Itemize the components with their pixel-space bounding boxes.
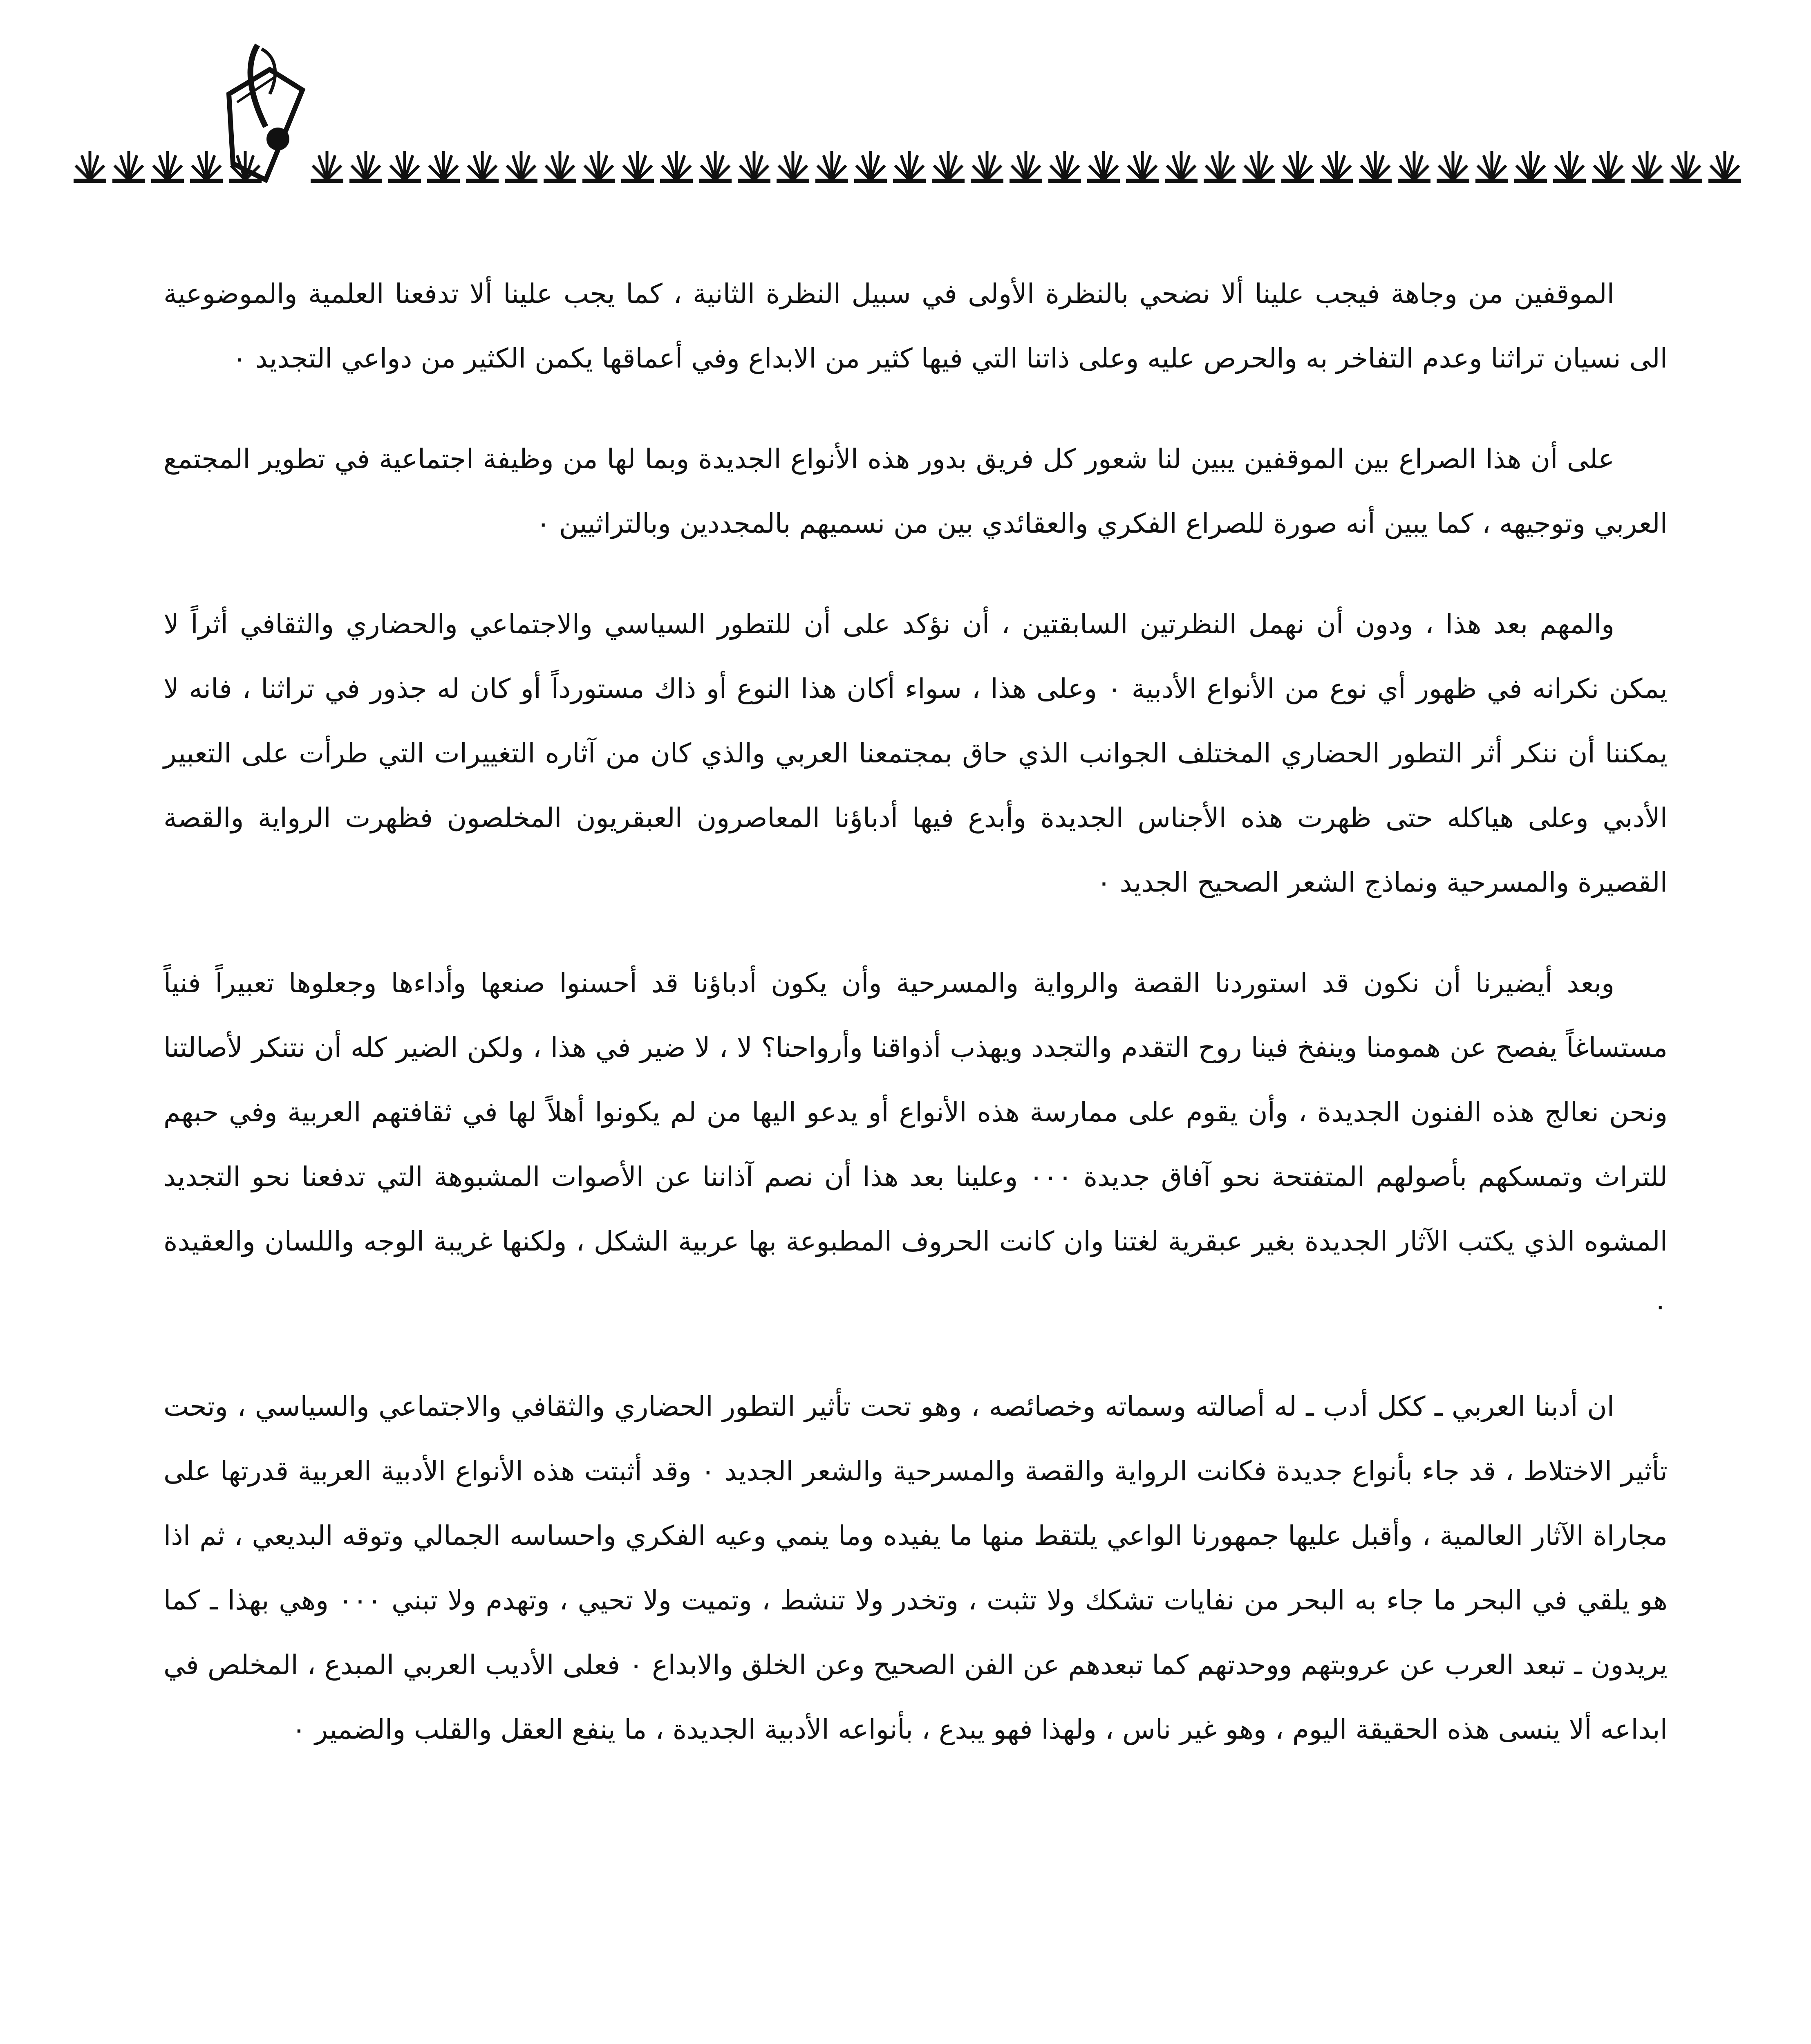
paragraph: وبعد أيضيرنا أن نكون قد استوردنا القصة والرواية والمسرحية وأن يكون أدباؤنا قد أحسنوا صنعها وأداءها وجعلوها تعبيراً فنياً مستساغاً يفصح عن همومنا وينفخ فينا روح التقدم والتجدد ويهذب أذواقنا وأرواحنا؟ لا ، لا ضير في هذا ، ولكن الضير كله أن نتنكر لأصالتنا ونحن نعالج هذه الفنون الجديدة ، وأن يقوم على ممارسة هذه الأنواع أو يدعو اليها من لم يكونوا أهلاً لها في ثقافتهم العربية وفي حبهم للتراث وتمسكهم بأصولهم المتفتحة نحو آفاق جديدة ٠٠٠ وعلينا بعد هذا أن نصم آذاننا عن الأصوات المشبوهة التي تدفعنا نحو التجديد المشوه الذي يكتب الآثار الجديدة بغير عبقرية لغتنا وان كانت الحروف المطبوعة بها عربية الشكل ، ولكنها غريبة الوجه واللسان والعقيدة ٠ bbox=[163, 967, 1668, 1322]
ornamental-border-right bbox=[311, 151, 1741, 181]
header-ornament bbox=[74, 33, 1749, 213]
paragraph: الموقفين من وجاهة فيجب علينا ألا نضحي بالنظرة الأولى في سبيل النظرة الثانية ، كما يجب علينا ألا تدفعنا العلمية والموضوعية الى نسيان تراثنا وعدم التفاخر به والحرص عليه وعلى ذاتنا التي فيها كثير من الابداع وفي أعماقها يكمن الكثير من دواعي التجديد ٠ bbox=[163, 278, 1668, 374]
paragraph: ان أدبنا العربي ـ ككل أدب ـ له أصالته وسماته وخصائصه ، وهو تحت تأثير التطور الحضاري والثقافي والاجتماعي والسياسي ، وتحت تأثير الاختلاط ، قد جاء بأنواع جديدة فكانت الرواية والقصة والمسرحية والشعر الجديد ٠ وقد أثبتت هذه الأنواع الأدبية العربية قدرتها على مجاراة الآثار العالمية ، وأقبل عليها جمهورنا الواعي يلتقط منها ما يفيده وما ينمي وعيه الفكري واحساسه الجمالي وتوقه البديعي ، ثم اذا هو يلقي في البحر ما جاء به البحر من نفايات تشكك ولا تثبت ، وتخدر ولا تنشط ، وتميت ولا تحيي ، وتهدم ولا تبني ٠٠٠ وهي بهذا ـ كما يريدون ـ تبعد العرب عن عروبتهم ووحدتهم كما تبعدهم عن الفن الصحيح وعن الخلق والابداع ٠ فعلى الأديب العربي المبدع ، المخلص في ابداعه ألا ينسى هذه الحقيقة اليوم ، وهو غير ناس ، ولهذا فهو يبدع ، بأنواعه الأدبية الجديدة ، ما ينفع العقل والقلب والضمير ٠ bbox=[163, 1391, 1668, 1745]
article-body bbox=[163, 262, 1668, 1798]
paragraph: على أن هذا الصراع بين الموقفين يبين لنا شعور كل فريق بدور هذه الأنواع الجديدة وبما لها من وظيفة اجتماعية في تطوير المجتمع العربي وتوجيهه ، كما يبين أنه صورة للصراع الفكري والعقائدي بين من نسميهم بالمجددين وبالتراثيين ٠ bbox=[163, 443, 1668, 539]
paragraph: والمهم بعد هذا ، ودون أن نهمل النظرتين السابقتين ، أن نؤكد على أن للتطور السياسي والاجتماعي والحضاري والثقافي أثراً لا يمكن نكرانه في ظهور أي نوع من الأنواع الأدبية ٠ وعلى هذا ، سواء أكان هذا النوع أو ذاك مستورداً أو كان له جذور في تراثنا ، فانه لا يمكننا أن ننكر أثر التطور الحضاري المختلف الجوانب الذي حاق بمجتمعنا العربي والذي كان من آثاره التغييرات التي طرأت على التعبير الأدبي وعلى هياكله حتى ظهرت هذه الأجناس الجديدة وأبدع فيها أدباؤنا المعاصرون العبقريون المخلصون فظهرت الرواية والقصة القصيرة والمسرحية ونماذج الشعر الصحيح الجديد ٠ bbox=[163, 608, 1668, 898]
